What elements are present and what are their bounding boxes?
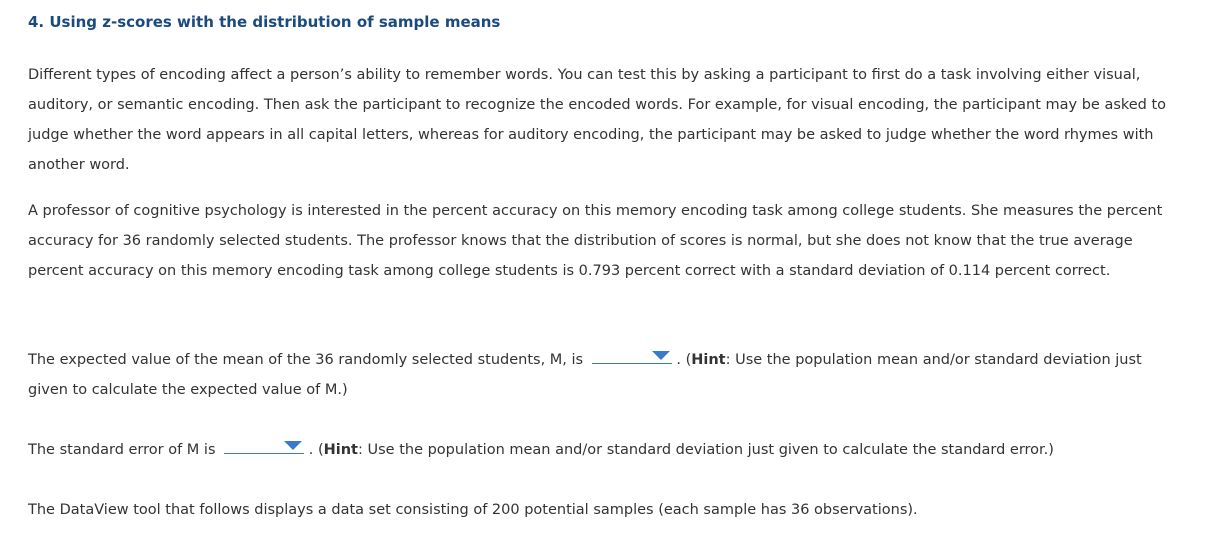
standard-error-prefix: The standard error of M is	[28, 442, 216, 458]
expected-value-hint-text: : Use the population mean and/or standard deviation just given to calculate the expected value of M.)	[28, 352, 1142, 398]
expected-value-hint-label: Hint	[691, 352, 726, 368]
standard-error-dropdown[interactable]	[224, 435, 304, 454]
intro-paragraph: Different types of encoding affect a person’s ability to remember words. You can test this by asking a participant to first do a task involving either visual, auditory, or semantic encoding. Then ask the participant to recognize the encoded words. For example, for visual encoding, the participant may be asked to judge whether the word appears in all capital letters, whereas for auditory encoding, the participant may be asked to judge whether the word rhymes with another word.	[28, 67, 1167, 173]
standard-error-hint-open: (	[317, 442, 324, 458]
expected-value-prefix: The expected value of the mean of the 36 randomly selected students, M, is	[28, 352, 584, 368]
expected-value-hint-open: (	[685, 352, 692, 368]
expected-value-separator: .	[676, 352, 681, 368]
standard-error-question	[28, 435, 1180, 465]
dataview-paragraph: The DataView tool that follows displays a data set consisting of 200 potential samples (each sample has 36 observations).	[28, 502, 918, 518]
expected-value-dropdown[interactable]	[592, 345, 672, 364]
standard-error-separator: .	[308, 442, 314, 458]
scenario-paragraph: A professor of cognitive psychology is interested in the percent accuracy on this memory encoding task among college students. She measures the percent accuracy for 36 randomly selected students. The professor knows that the distribution of scores is normal, but she does not know that the true average percent accuracy on this memory encoding task among college students is 0.793 percent correct with a standard deviation of 0.114 percent correct.	[28, 203, 1163, 279]
expected-value-question	[28, 345, 1173, 405]
standard-error-hint-text: : Use the population mean and/or standard deviation just given to calculate the standard error.)	[358, 442, 1054, 458]
standard-error-hint-label: Hint	[323, 442, 358, 458]
chevron-down-icon	[284, 441, 302, 450]
question-title: 4. Using z-scores with the distribution of sample means	[28, 13, 501, 31]
chevron-down-icon	[652, 351, 670, 360]
